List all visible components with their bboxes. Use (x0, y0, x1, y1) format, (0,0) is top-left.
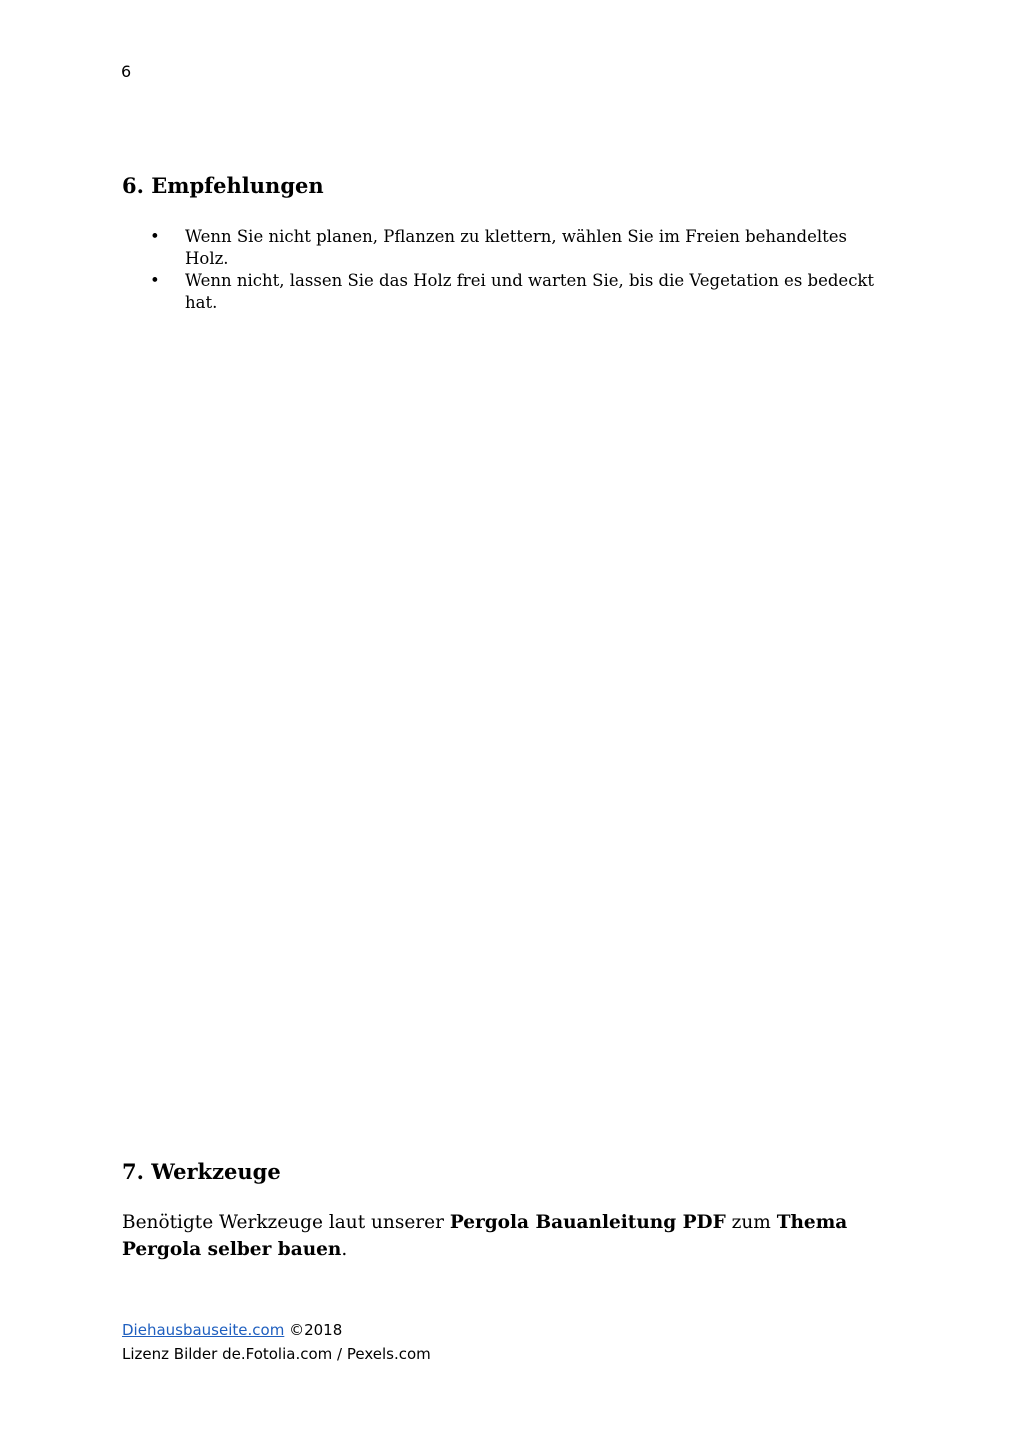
paragraph-text: zum (725, 1212, 777, 1233)
bold-text-thema: Thema Pergola selber bauen (122, 1212, 848, 1260)
bullet-icon: • (150, 271, 160, 290)
list-item-text: Wenn Sie nicht planen, Pflanzen zu klettern, wählen Sie im Freien behandeltes Holz. (185, 227, 847, 268)
list-item (150, 270, 890, 314)
section-heading-werkzeuge: 7. Werkzeuge (122, 1159, 281, 1184)
footer (122, 1318, 431, 1366)
bold-text-bauanleitung: Pergola Bauanleitung PDF (449, 1212, 726, 1233)
site-link[interactable]: Diehausbauseite.com (122, 1321, 285, 1339)
list-item (150, 226, 890, 270)
copyright-text: ©2018 (284, 1321, 343, 1339)
tools-paragraph (122, 1209, 902, 1263)
paragraph-text: Benötigte Werkzeuge laut unserer (122, 1212, 450, 1233)
page-number: 6 (121, 62, 132, 81)
recommendations-list (150, 226, 890, 314)
bullet-icon: • (150, 227, 160, 246)
license-text: Lizenz Bilder de.Fotolia.com / Pexels.com (122, 1345, 431, 1363)
list-item-text: Wenn nicht, lassen Sie das Holz frei und warten Sie, bis die Vegetation es bedeckt hat. (185, 271, 875, 312)
paragraph-text: . (341, 1239, 348, 1260)
footer-line-copyright (122, 1318, 431, 1342)
section-heading-empfehlungen: 6. Empfehlungen (122, 173, 324, 198)
